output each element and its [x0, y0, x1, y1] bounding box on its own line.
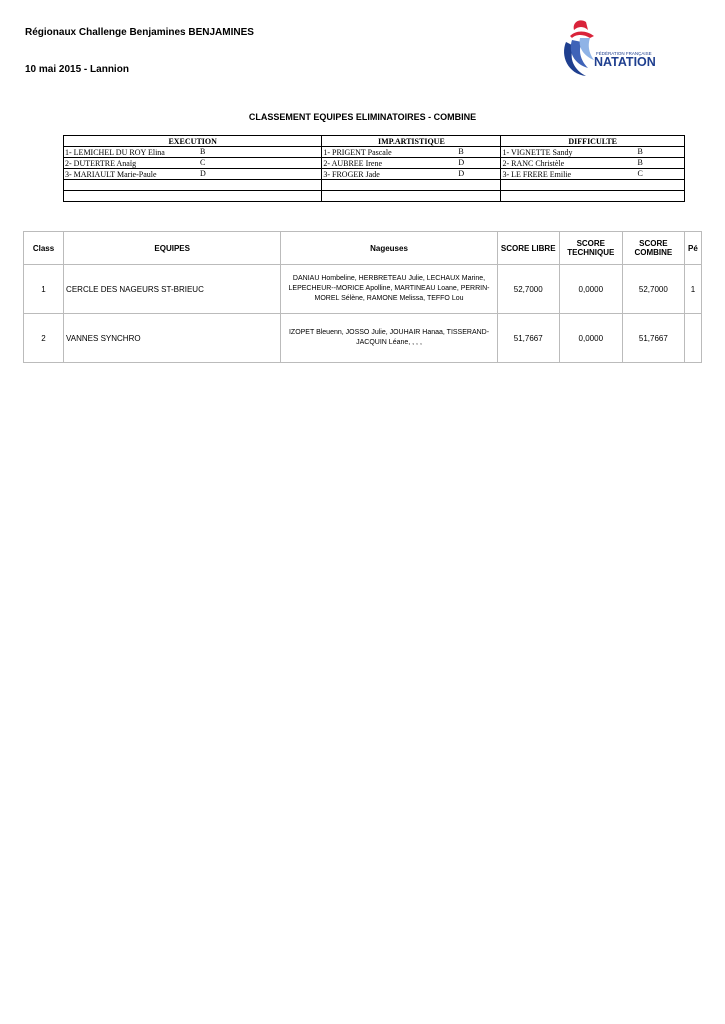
- judge-category: B: [200, 147, 206, 156]
- score-technique: 0,0000: [559, 314, 622, 363]
- judges-col-execution: EXECUTION: [64, 136, 322, 147]
- document-title: Régionaux Challenge Benjamines BENJAMINES: [25, 27, 254, 38]
- judge-name: 1- PRIGENT Pascale: [323, 147, 392, 157]
- empty-cell: [322, 191, 501, 202]
- empty-cell: [64, 180, 322, 191]
- empty-cell: [322, 180, 501, 191]
- results-table: [23, 231, 702, 363]
- col-equipes: EQUIPES: [64, 232, 281, 265]
- team-name: CERCLE DES NAGEURS ST-BRIEUC: [64, 265, 281, 314]
- judge-category: D: [458, 169, 465, 178]
- judge-name: 1- LEMICHEL DU ROY Elina: [65, 147, 165, 157]
- judges-empty-row: [64, 180, 685, 191]
- judge-name: 1- VIGNETTE Sandy: [502, 147, 573, 157]
- judges-row: [64, 158, 685, 169]
- ffn-logo: [556, 16, 666, 80]
- logo-subtitle: FÉDÉRATION FRANÇAISE: [596, 51, 652, 56]
- table-row: [24, 314, 702, 363]
- judges-empty-row: [64, 191, 685, 202]
- event-date: 10 mai 2015 - Lannion: [25, 64, 129, 75]
- judges-col-artistique: IMP.ARTISTIQUE: [322, 136, 501, 147]
- penalty: 1: [684, 265, 701, 314]
- judge-cell: [64, 158, 322, 169]
- judge-cell: [501, 169, 685, 180]
- swimmers: DANIAU Hombeline, HERBRETEAU Julie, LECHAUX Marine, LEPECHEUR--MORICE Apolline, MARTINEAU Loane, PERRIN-MOREL Sélène, RAMONE Melissa, TEFFO Lou: [281, 265, 497, 314]
- logo-title: NATATION: [594, 55, 656, 69]
- col-class: Class: [24, 232, 64, 265]
- swimmers: IZOPET Bleuenn, JOSSO Julie, JOUHAIR Hanaa, TISSERAND-JACQUIN Léane, , , ,: [281, 314, 497, 363]
- col-score-libre: SCORE LIBRE: [497, 232, 559, 265]
- judge-cell: [322, 147, 501, 158]
- judge-cell: [322, 158, 501, 169]
- penalty: [684, 314, 701, 363]
- judge-cell: [322, 169, 501, 180]
- judge-name: 3- LE FRERE Emilie: [502, 169, 572, 179]
- judge-category: D: [458, 158, 465, 167]
- team-name: VANNES SYNCHRO: [64, 314, 281, 363]
- judge-cell: [64, 169, 322, 180]
- col-nageuses: Nageuses: [281, 232, 497, 265]
- judge-name: 3- FROGER Jade: [323, 169, 380, 179]
- col-score-combine: SCORE COMBINE: [622, 232, 684, 265]
- judge-name: 2- DUTERTRE Anaïg: [65, 158, 137, 168]
- judge-category: B: [458, 147, 464, 156]
- judge-name: 2- AUBREE Irene: [323, 158, 382, 168]
- empty-cell: [501, 180, 685, 191]
- judges-header-row: [64, 136, 685, 147]
- score-combine: 52,7000: [622, 265, 684, 314]
- judges-row: [64, 147, 685, 158]
- judge-category: C: [637, 169, 643, 178]
- rank: 2: [24, 314, 64, 363]
- judge-category: B: [637, 147, 643, 156]
- col-score-technique: SCORE TECHNIQUE: [559, 232, 622, 265]
- table-row: [24, 265, 702, 314]
- empty-cell: [501, 191, 685, 202]
- score-libre: 52,7000: [497, 265, 559, 314]
- judges-table: [63, 135, 685, 202]
- judge-cell: [501, 147, 685, 158]
- judge-category: C: [200, 158, 206, 167]
- score-combine: 51,7667: [622, 314, 684, 363]
- score-technique: 0,0000: [559, 265, 622, 314]
- judge-name: 2- RANC Christèle: [502, 158, 565, 168]
- judges-col-difficulte: DIFFICULTE: [501, 136, 685, 147]
- section-title: CLASSEMENT EQUIPES ELIMINATOIRES - COMBINE: [248, 112, 477, 122]
- col-pe: Pé: [684, 232, 701, 265]
- judge-name: 3- MARIAULT Marie-Paule: [65, 169, 157, 179]
- rank: 1: [24, 265, 64, 314]
- judge-cell: [64, 147, 322, 158]
- score-libre: 51,7667: [497, 314, 559, 363]
- judge-cell: [501, 158, 685, 169]
- judge-category: D: [200, 169, 206, 178]
- results-header-row: [24, 232, 702, 265]
- judge-category: B: [637, 158, 643, 167]
- judges-row: [64, 169, 685, 180]
- empty-cell: [64, 191, 322, 202]
